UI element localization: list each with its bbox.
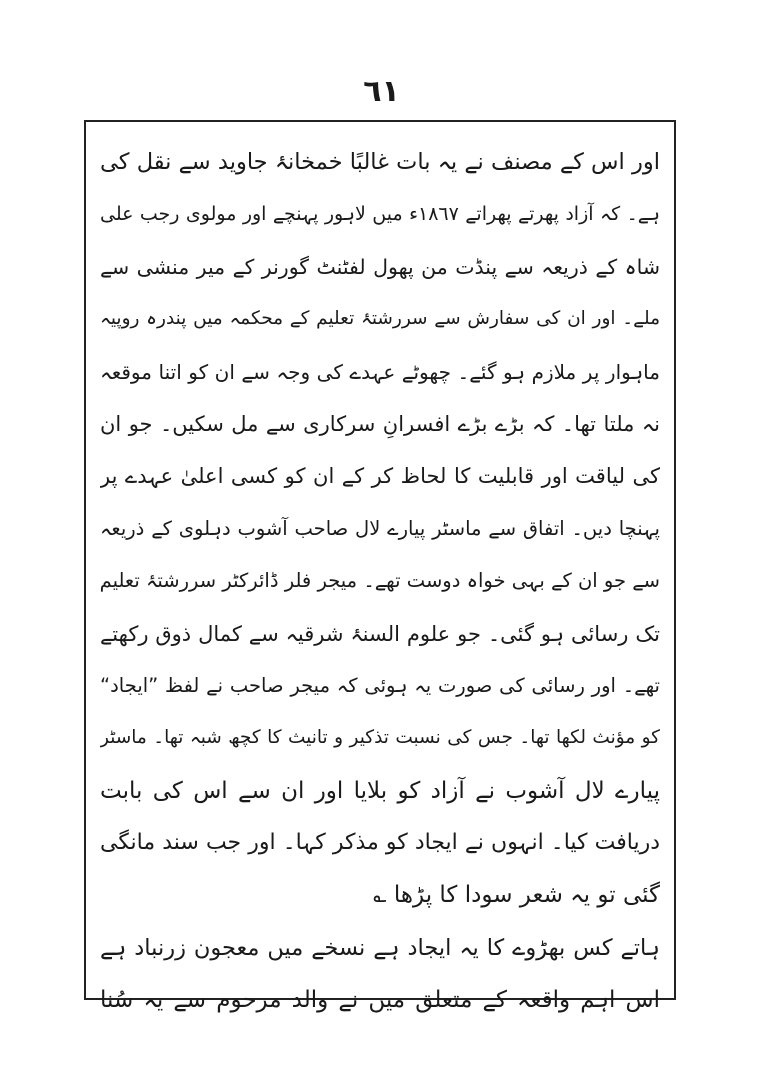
text-line-14: دریافت کیا۔ انہوں نے ایجاد کو مذکر کہا۔ اور جب سند مانگی [100,830,660,856]
body-text [100,136,660,1027]
text-line-12: کو مؤنث لکھا تھا۔ جس کی نسبت تذکیر و تانیث کا کچھ شبہ تھا۔ ماسٹر [100,727,660,749]
text-line-17: اس اہم واقعہ کے متعلق میں نے والد مرحوم سے یہ سُنا [100,987,660,1014]
text-line-1: اور اس کے مصنف نے یہ بات غالبًا خمخانۂ جاوید سے نقل کی [100,149,660,175]
text-line-11: تھے۔ اور رسائی کی صورت یہ ہوئی کہ میجر صاحب نے لفظ ”ایجاد“ [100,673,660,697]
text-line-5: ماہوار پر ملازم ہو گئے۔ چھوٹے عہدے کی وجہ سے ان کو اتنا موقعہ [100,359,660,384]
text-line-10: تک رسائی ہو گئی۔ جو علوم السنۂ شرقیہ سے کمال ذوق رکھتے [100,621,660,646]
text-line-13: پیارے لال آشوب نے آزاد کو بلایا اور ان سے اس کی بابت [100,777,660,804]
text-line-2: ہے۔ کہ آزاد پھرتے پھراتے ١٨٦٧ء میں لاہور پہنچے اور مولوی رجب علی [100,203,660,226]
text-line-7: کی لیاقت اور قابلیت کا لحاظ کر کے ان کو کسی اعلیٰ عہدے پر [100,464,660,489]
text-line-4: ملے۔ اور ان کی سفارش سے سررشتۂ تعلیم کے محکمہ میں پندرہ روپیہ [100,308,660,330]
text-line-3: شاہ کے ذریعہ سے پنڈت من پھول لفٹنٹ گورنر کے میر منشی سے [100,254,660,279]
text-line-15: گئی تو یہ شعر سودا کا پڑھا ؎ [373,882,660,909]
text-line-8: پہنچا دیں۔ اتفاق سے ماسٹر پیارے لال صاحب آشوب دہلوی کے ذریعہ [100,516,660,540]
text-line-9: سے جو ان کے بہی خواہ دوست تھے۔ میجر فلر ڈائرکٹر سررشتۂ تعلیم [100,569,660,593]
text-line-6: نہ ملتا تھا۔ کہ بڑے بڑے افسرانِ سرکاری سے مل سکیں۔ جو ان [100,411,660,436]
verse-line: ہاتے کس بھڑوے کا یہ ایجاد ہے نسخے میں معجون زرنباد ہے [100,934,660,961]
page-number: ٦١ [363,74,400,109]
